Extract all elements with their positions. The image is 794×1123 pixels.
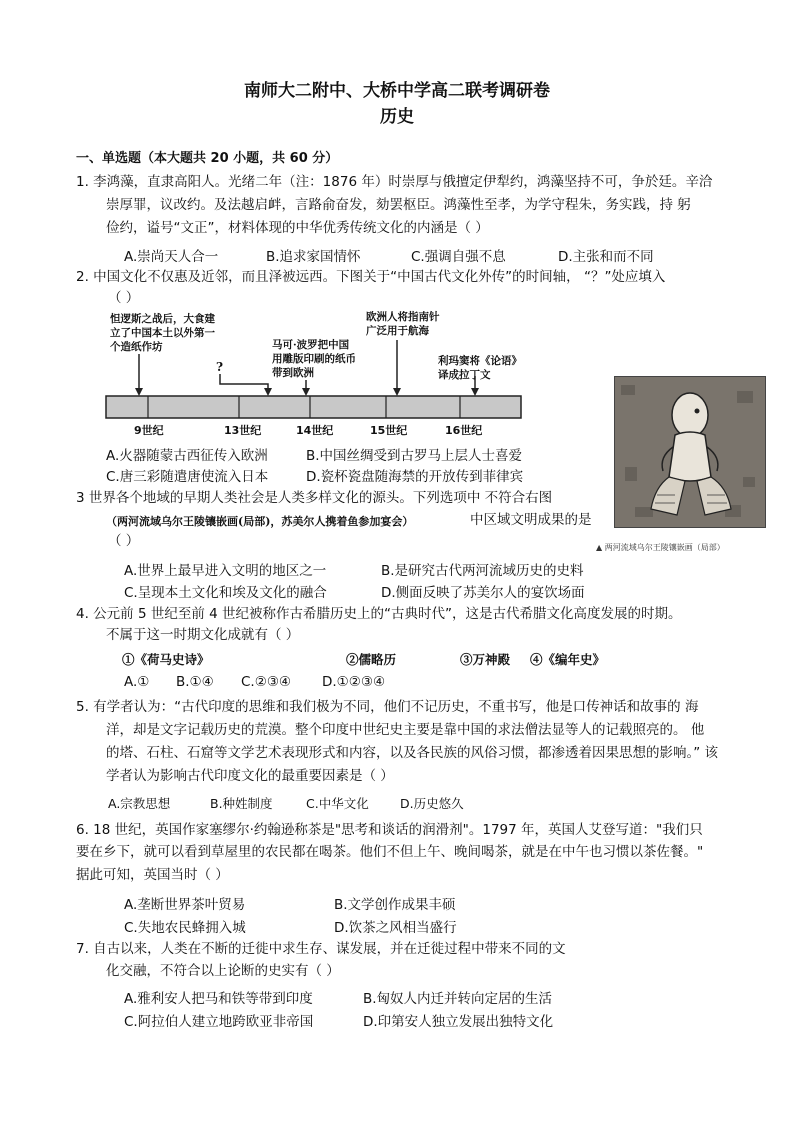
- q3-line-1: 3 世界各个地域的早期人类社会是人类多样文化的源头。下列选项中 不符合右图: [76, 490, 553, 506]
- timeline-label-paper-mill: [110, 312, 215, 354]
- century-15: 15世纪: [370, 424, 408, 437]
- label-line: 利玛窦将《论语》: [438, 355, 522, 367]
- q5-line-1: 5. 有学者认为：“古代印度的思维和我们极为不同，他们不记历史，不重书写，他是口传神话和故事的 海: [76, 699, 699, 715]
- q6-line-2: 要在乡下，就可以看到草屋里的农民都在喝茶。他们不但上午、晚间喝茶，就是在中午也习惯以茶佐餐。": [76, 844, 704, 860]
- century-9: 9世纪: [134, 424, 164, 437]
- q4-option-a: A.①: [124, 674, 150, 690]
- arrow-question: [220, 374, 268, 394]
- arrowhead-compass: [393, 388, 401, 396]
- label-line: 广泛用于航海: [366, 325, 429, 337]
- arrowhead-marco-polo: [302, 388, 310, 396]
- century-14: 14世纪: [296, 424, 334, 437]
- q6-line-3: 据此可知，英国当时（ ）: [76, 867, 229, 883]
- ur-mosaic-caption: ▲ 两河流域乌尔王陵镶嵌画（局部）: [596, 543, 725, 552]
- q7-line-2: 化交融，不符合以上论断的史实有（ ）: [106, 963, 340, 979]
- timeline-label-marco-polo: [272, 338, 356, 380]
- q1-option-a: A.崇尚天人合一: [124, 249, 219, 265]
- section-heading: 一、单选题（本大题共 20 小题，共 60 分）: [76, 151, 339, 166]
- timeline-question-mark: ?: [216, 360, 224, 374]
- q6-option-c: C.失地农民蜂拥入城: [124, 920, 246, 936]
- q2-option-c: C.唐三彩随遣唐使流入日本: [106, 469, 269, 485]
- q4-option-b: B.①④: [176, 674, 214, 690]
- timeline-figure: [100, 306, 540, 440]
- q3-option-b: B.是研究古代两河流域历史的史料: [381, 563, 584, 579]
- q4-item-1: ①《荷马史诗》: [122, 652, 210, 667]
- q2-option-a: A.火器随蒙古西征传入欧洲: [106, 448, 268, 464]
- exam-subject: 历史: [380, 107, 414, 127]
- q3-option-a: A.世界上最早进入文明的地区之一: [124, 563, 327, 579]
- q7-line-1: 7. 自古以来，人类在不断的迁徙中求生存、谋发展，并在迁徙过程中带来不同的文: [76, 941, 566, 957]
- arrowhead-paper-mill: [135, 388, 143, 396]
- q4-item-3: ③万神殿: [460, 652, 511, 667]
- q1-line-3: 俭约，谥号“文正”，材料体现的中华优秀传统文化的内涵是（ ）: [106, 220, 489, 236]
- label-line: 马可·波罗把中国: [272, 339, 350, 351]
- label-line: 立了中国本土以外第一: [110, 327, 215, 339]
- arrowhead-question: [264, 388, 272, 396]
- label-line: 用雕版印刷的纸币: [272, 353, 356, 365]
- exam-title: 南师大二附中、大桥中学高二联考调研卷: [244, 81, 550, 101]
- q1-option-b: B.追求家国情怀: [266, 249, 361, 265]
- q3-option-c: C.呈现本土文化和埃及文化的融合: [124, 585, 327, 601]
- q6-option-a: A.垄断世界茶叶贸易: [124, 897, 246, 913]
- q7-option-c: C.阿拉伯人建立地跨欧亚非帝国: [124, 1014, 314, 1030]
- q5-line-3: 的塔、石柱、石窟等文学艺术表现形式和内容，以及各民族的风俗习惯，都渗透着因果思想的影响。” 该: [106, 745, 719, 761]
- q4-item-4: ④《编年史》: [530, 652, 606, 667]
- ur-mosaic-figure: [615, 377, 765, 527]
- q3-paren: （ ）: [108, 533, 140, 549]
- q2-line-1: 2. 中国文化不仅惠及近邻，而且泽被远西。下图关于“中国古代文化外传”的时间轴， “？”处应填入: [76, 269, 666, 285]
- q5-option-d: D.历史悠久: [400, 796, 464, 811]
- q4-option-c: C.②③④: [241, 674, 292, 690]
- q5-line-2: 洋，却是文字记载历史的荒漠。整个印度中世纪史主要是靠中国的求法僧法显等人的记载照亮的。 他: [106, 722, 705, 738]
- q4-line-1: 4. 公元前 5 世纪至前 4 世纪被称作古希腊历史上的“古典时代”，这是古代希腊文化高度发展的时期。: [76, 606, 682, 622]
- q7-option-b: B.匈奴人内迁并转向定居的生活: [363, 991, 553, 1007]
- century-16: 16世纪: [445, 424, 483, 437]
- q6-line-1: 6. 18 世纪，英国作家塞缪尔·约翰逊称茶是"思考和谈话的润滑剂"。1797 年，英国人艾登写道："我们只: [76, 822, 703, 838]
- timeline-label-ricci: [438, 354, 522, 382]
- label-line: 译成拉丁文: [438, 369, 491, 381]
- q5-option-a: A.宗教思想: [108, 796, 171, 811]
- timeline-label-compass: [366, 310, 440, 338]
- q2-option-b: B.中国丝绸受到古罗马上层人士喜爱: [306, 448, 523, 464]
- label-line: 欧洲人将指南针: [366, 311, 440, 323]
- q6-option-d: D.饮茶之风相当盛行: [334, 920, 457, 936]
- timeline-bar: [106, 396, 521, 418]
- q1-option-c: C.强调自强不息: [411, 249, 506, 265]
- q2-line-2: （ ）: [108, 290, 140, 306]
- q5-option-c: C.中华文化: [306, 796, 369, 811]
- q1-line-1: 1. 李鸿藻，直隶高阳人。光绪二年（注：1876 年）时崇厚与俄擅定伊犁约，鸿藻坚持不可，争於廷。辛洽: [76, 174, 713, 190]
- q7-option-d: D.印第安人独立发展出独特文化: [363, 1014, 554, 1030]
- q3-image-note: （两河流域乌尔王陵镶嵌画(局部)，苏美尔人携着鱼参加宴会）: [106, 515, 414, 528]
- label-line: 个造纸作坊: [110, 341, 163, 353]
- label-line: 带到欧洲: [272, 367, 314, 379]
- q3-option-d: D.侧面反映了苏美尔人的宴饮场面: [381, 585, 585, 601]
- q1-option-d: D.主张和而不同: [558, 249, 654, 265]
- q5-option-b: B.种姓制度: [210, 796, 273, 811]
- q7-option-a: A.雅利安人把马和铁等带到印度: [124, 991, 313, 1007]
- q4-item-2: ②儒略历: [346, 652, 397, 667]
- q2-option-d: D.瓷杯瓷盘随海禁的开放传到菲律宾: [306, 469, 524, 485]
- label-line: 怛逻斯之战后，大食建: [110, 313, 215, 325]
- q4-line-2: 不属于这一时期文化成就有（ ）: [106, 627, 300, 643]
- arrowhead-ricci: [471, 388, 479, 396]
- q4-option-d: D.①②③④: [322, 674, 386, 690]
- q6-option-b: B.文学创作成果丰硕: [334, 897, 456, 913]
- q3-line-2: 中区域文明成果的是: [470, 512, 592, 528]
- century-13: 13世纪: [224, 424, 262, 437]
- ur-mosaic-photo: [614, 376, 766, 528]
- q5-line-4: 学者认为影响古代印度文化的最重要因素是（ ）: [106, 768, 394, 784]
- q1-line-2: 崇厚罪，议改约。及法越启衅，言路俞奋发，劾罢枢臣。鸿藻性至孝，为学守程朱，务实践，持 躬: [106, 197, 691, 213]
